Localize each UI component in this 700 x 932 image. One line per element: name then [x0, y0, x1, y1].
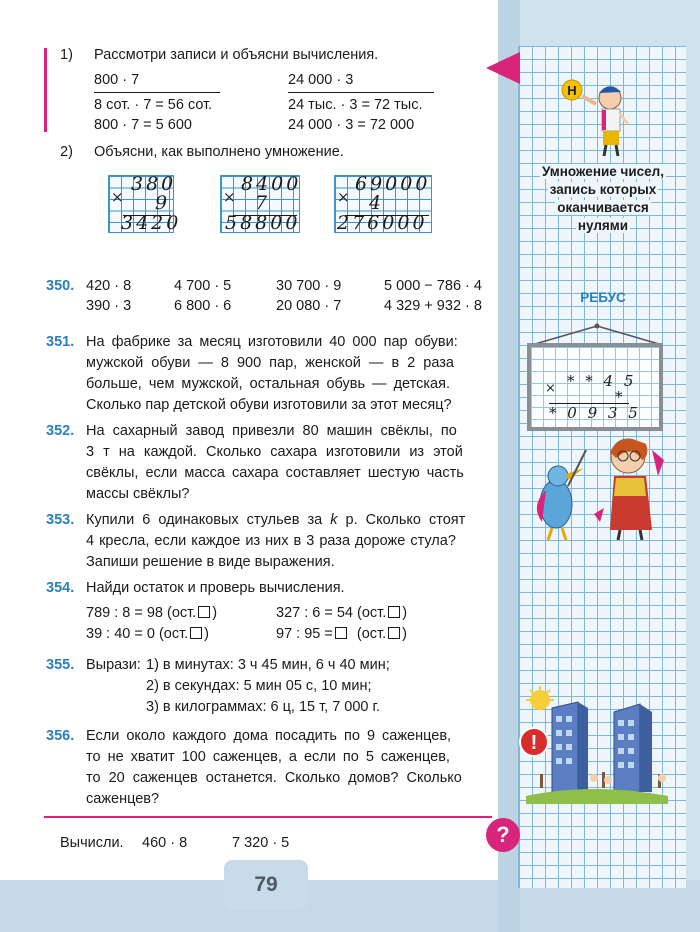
e355-line3: 3) в килограммах: 6 ц, 15 т, 7 000 г.	[146, 699, 381, 715]
e352-line4: массы свёклы?	[86, 486, 190, 502]
left-line2: 800 · 7 = 5 600	[94, 117, 192, 133]
calc1-result: 3420	[121, 212, 182, 234]
rebus-board	[527, 343, 663, 431]
e353-line1	[86, 510, 465, 530]
question-marker-icon: ?	[486, 818, 520, 852]
e355-intro: Вырази:	[86, 657, 141, 673]
left-expr: 800 · 7	[94, 72, 140, 88]
e352-line1: На сахарный завод привезли 80 машин свёклы, по	[86, 423, 457, 439]
e350-r1-c4: 5 000 − 786 · 4	[384, 278, 482, 294]
e354-d: 97 : 95 = (ост. )	[276, 626, 407, 642]
exercise-354-num: 354.	[46, 580, 75, 596]
calc1-mult: 9	[155, 192, 171, 214]
calc3-mult: 4	[369, 192, 385, 214]
answer-box[interactable]	[198, 606, 210, 618]
answer-box[interactable]	[388, 627, 400, 639]
e351-line4: Сколько пар детской обуви изготовили за этот месяц?	[86, 397, 452, 413]
e351-line3: больше, чем мужской, остальная обувь — детская.	[86, 376, 450, 392]
footer-expr-a: 460 · 8	[142, 835, 188, 851]
intro-bar	[44, 48, 47, 132]
calc2-result: 58800	[225, 212, 301, 234]
item1-num: 1)	[60, 47, 73, 63]
calc3-sign: ×	[337, 188, 353, 206]
calc2-top: 8400	[241, 173, 302, 195]
calc1-top: 380	[131, 173, 177, 195]
answer-box[interactable]	[388, 606, 400, 618]
e352-line2: 3 т на каждой. Сколько сахара изготовили из этой	[86, 444, 463, 460]
e351-line1: На фабрике за месяц изготовили 40 000 пар обуви:	[86, 334, 458, 350]
calc2-sign: ×	[223, 188, 239, 206]
answer-box[interactable]	[335, 627, 347, 639]
e353-line1-b: р. Сколько стоят	[337, 512, 466, 528]
calc-grid-1	[108, 173, 182, 234]
e354-b: 327 : 6 = 54 (ост. )	[276, 605, 408, 621]
calc3-result: 276000	[337, 212, 428, 234]
e350-r1-c3: 30 700 · 9	[276, 278, 342, 294]
left-divider	[94, 92, 220, 93]
exercise-356-num: 356.	[46, 728, 75, 744]
e350-r2-c1: 390 · 3	[86, 298, 132, 314]
footer-expr-b: 7 320 · 5	[232, 835, 290, 851]
letter-icon: Н	[567, 83, 577, 98]
e355-line1: 1) в минутах: 3 ч 45 мин, 6 ч 40 мин;	[146, 657, 390, 673]
calc3-top: 69000	[355, 173, 431, 195]
e353-line3: Запиши решение в виде выражения.	[86, 554, 335, 570]
right-line2: 24 000 · 3 = 72 000	[288, 117, 415, 133]
item2-text: Объясни, как выполнено умножение.	[94, 144, 344, 160]
e354-c: 39 : 40 = 0 (ост. )	[86, 626, 210, 642]
rebus-line2: *	[615, 388, 626, 406]
e355-line2: 2) в секундах: 5 мин 05 с, 10 мин;	[146, 678, 372, 694]
e350-r2-c2: 6 800 · 6	[174, 298, 232, 314]
bottom-separator	[44, 816, 492, 818]
e350-r2-c4: 4 329 + 932 · 8	[384, 298, 482, 314]
e350-r1-c2: 4 700 · 5	[174, 278, 232, 294]
right-divider	[288, 92, 434, 93]
e350-r2-c3: 20 080 · 7	[276, 298, 342, 314]
rebus-line3: * 0 9 3 5	[549, 404, 641, 422]
exercise-351-num: 351.	[46, 334, 75, 350]
rebus-title: РЕБУС	[580, 290, 626, 305]
footer-label: Вычисли.	[60, 835, 124, 851]
calc-grid-2	[220, 175, 300, 233]
sidebar-topic-title: Умножение чисел, запись которых оканчивается нулями	[541, 164, 665, 233]
calc1-sign: ×	[111, 188, 127, 206]
e352-line3: свёклы, если масса сахара составляет шестую часть	[86, 465, 464, 481]
e350-r1-c1: 420 · 8	[86, 278, 132, 294]
right-line1: 24 тыс. · 3 = 72 тыс.	[288, 97, 423, 113]
e354-text: Найди остаток и проверь вычисления.	[86, 580, 345, 596]
e356-line2: то не хватит 100 саженцев, а если по 5 саженцев,	[86, 749, 450, 765]
left-line1: 8 сот. · 7 = 56 сот.	[94, 97, 213, 113]
e356-line3: то 20 саженцев останется. Сколько домов? Сколько	[86, 770, 462, 786]
answer-box[interactable]	[190, 627, 202, 639]
e356-line1: Если около каждого дома посадить по 9 саженцев,	[86, 728, 452, 744]
e354-a: 789 : 8 = 98 (ост. )	[86, 605, 218, 621]
e351-line2: мужской обуви — 8 900 пар, женской — в 2 раза	[86, 355, 454, 371]
e353-line1-a: Купили 6 одинаковых стульев за	[86, 512, 331, 528]
e353-var-k: k	[330, 512, 338, 528]
exercise-353-num: 353.	[46, 512, 75, 528]
e353-line2: 4 кресла, если каждое из них в 3 раза дороже стула?	[86, 533, 456, 549]
rebus-line1: * * 4 5	[567, 372, 637, 390]
rebus-sign: ×	[545, 381, 559, 396]
topic-marker-icon	[486, 52, 520, 84]
exercise-352-num: 352.	[46, 423, 75, 439]
bird-and-teacher-illustration	[524, 430, 670, 542]
exercise-355-num: 355.	[46, 657, 75, 673]
city-warning-illustration	[512, 686, 678, 808]
item1-text: Рассмотри записи и объясни вычисления.	[94, 47, 379, 63]
e356-line4: саженцев?	[86, 791, 160, 807]
calc2-mult: 7	[255, 192, 271, 214]
right-expr: 24 000 · 3	[288, 72, 354, 88]
boy-with-letter-illustration	[552, 66, 642, 158]
warning-icon: !	[530, 732, 538, 754]
calc-grid-3	[334, 175, 432, 233]
page-number: 79	[224, 860, 308, 910]
exercise-350-num: 350.	[46, 278, 75, 294]
item2-num: 2)	[60, 144, 73, 160]
